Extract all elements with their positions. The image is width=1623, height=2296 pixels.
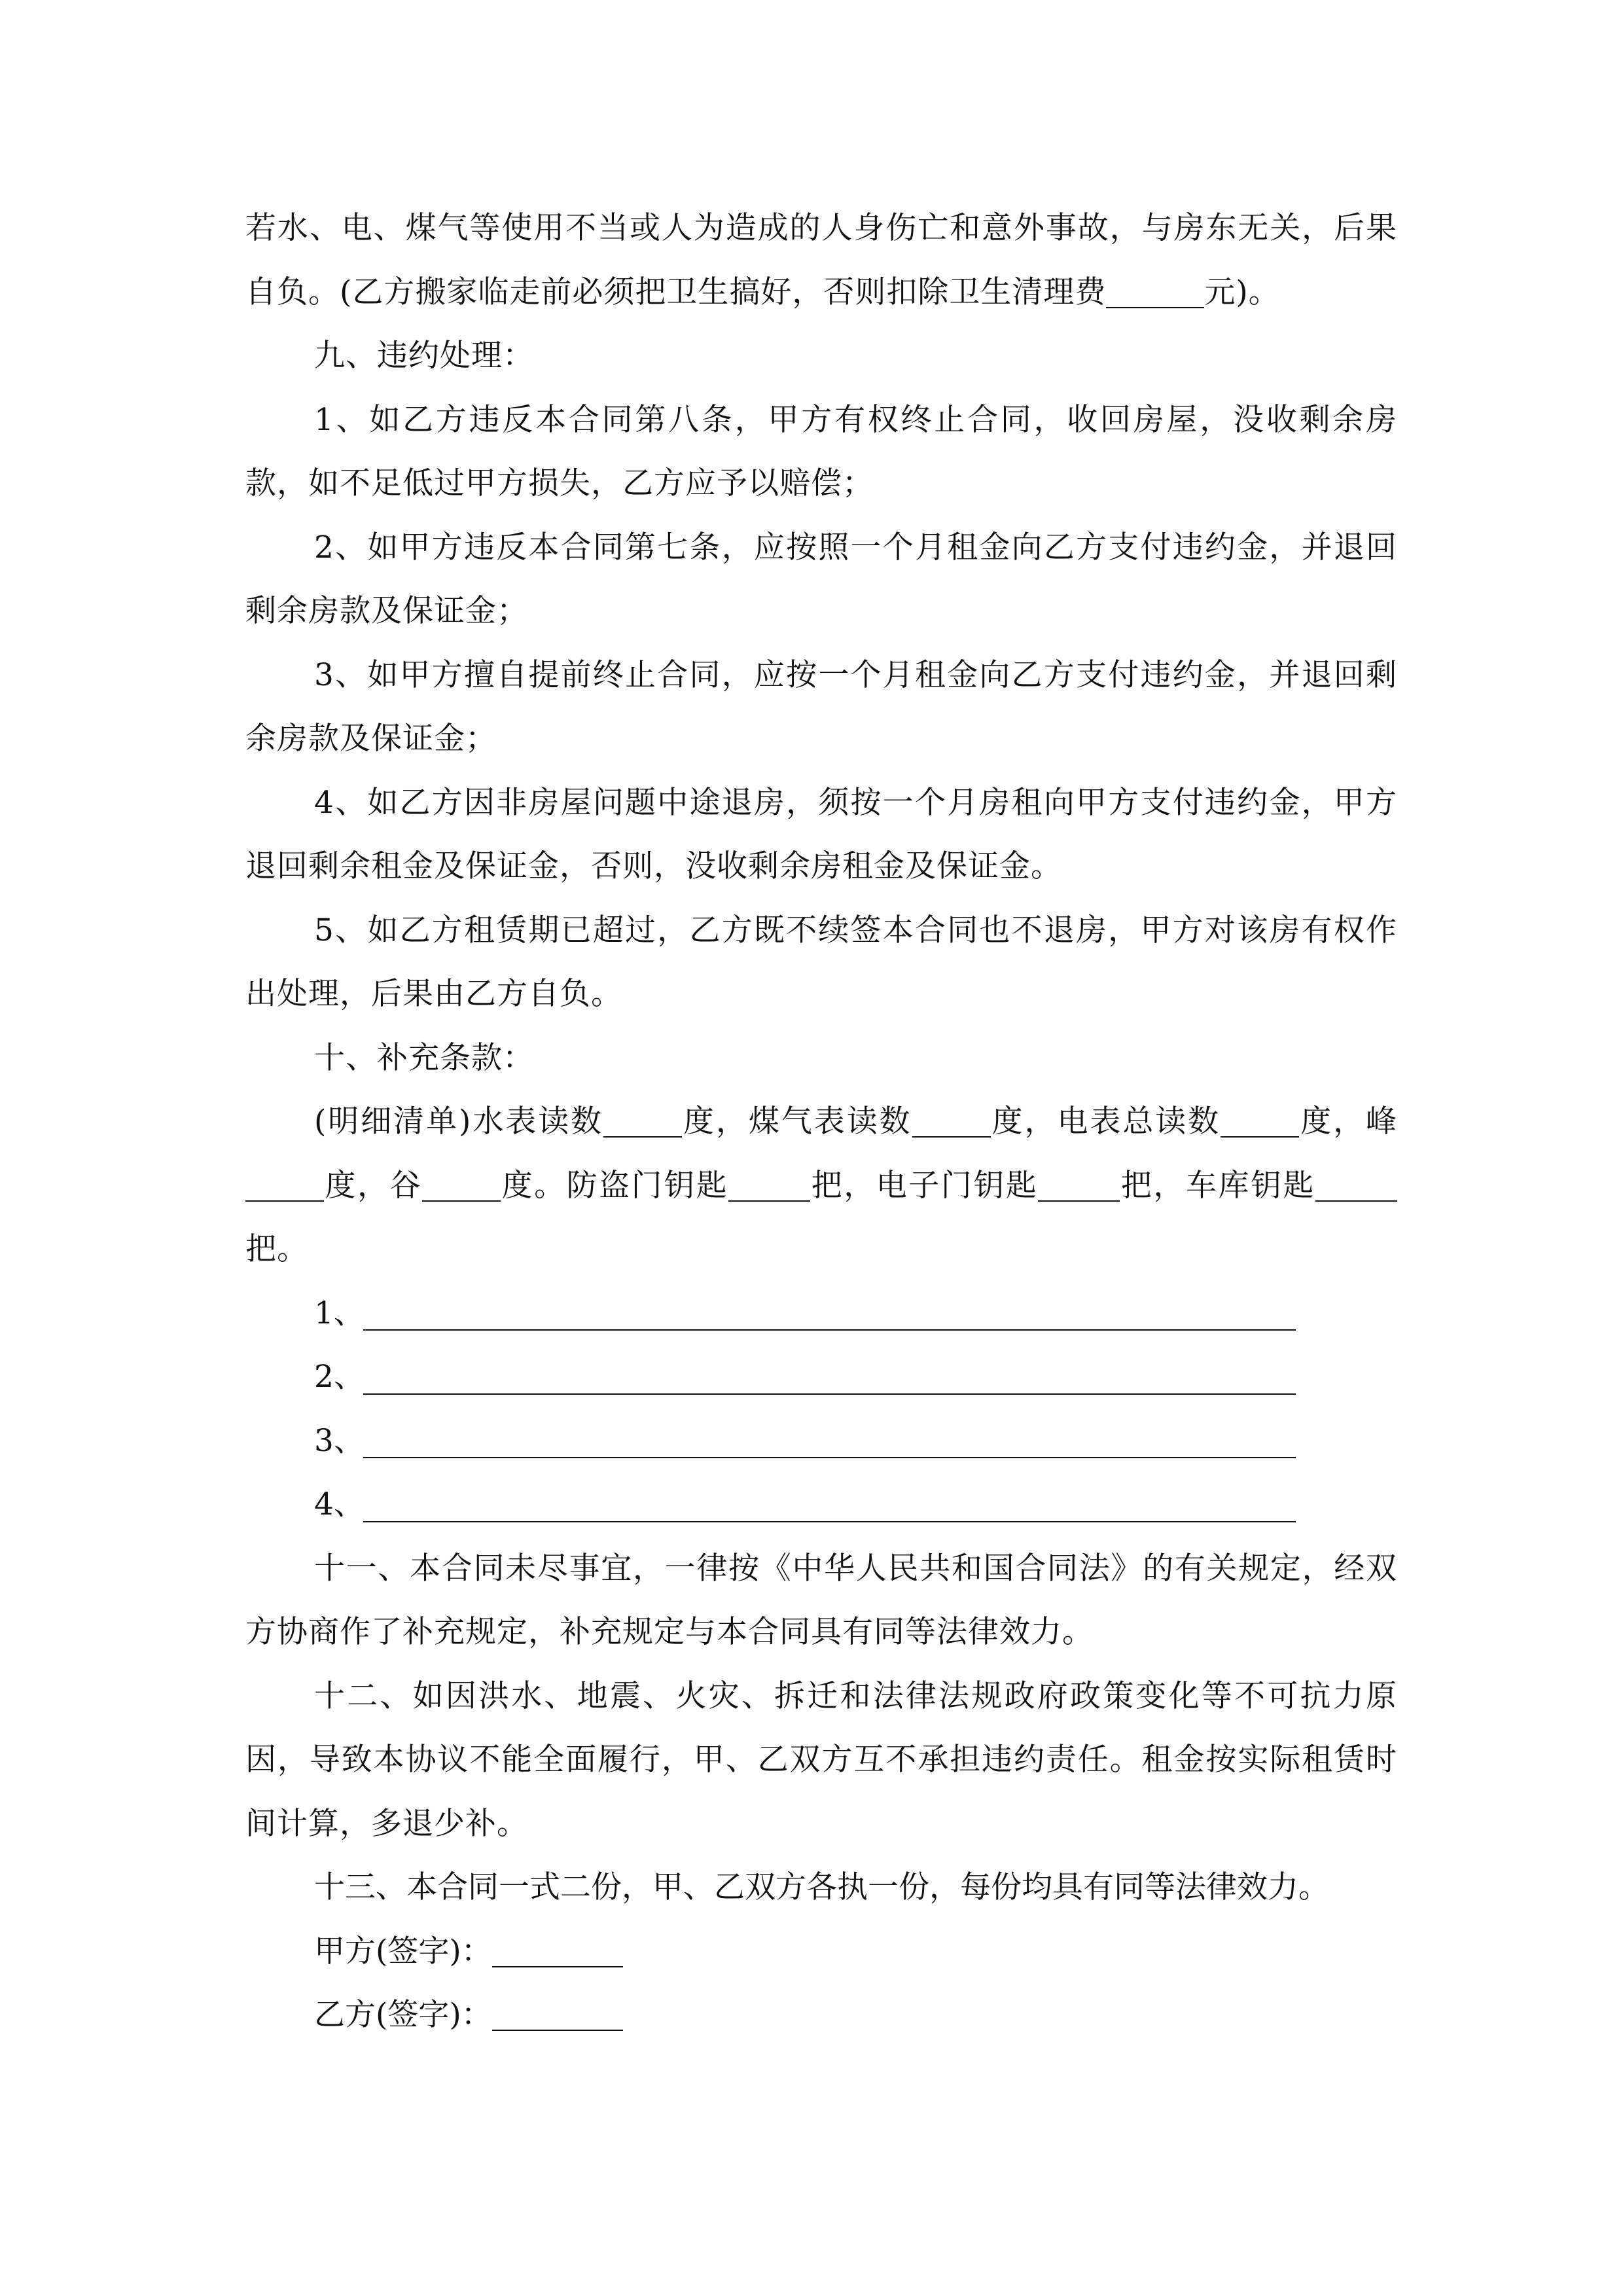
security-door-key-label: 度。防盗门钥匙: [501, 1167, 729, 1204]
party-b-signature-blank[interactable]: [492, 1999, 623, 2031]
supplement-line-label: 3、: [314, 1422, 365, 1459]
section-9-item-5: 5、如乙方租赁期已超过，乙方既不续签本合同也不退房，甲方对该房有权作出处理，后果由乙方自负。: [245, 912, 1397, 1012]
electric-meter-label: 度，电表总读数: [990, 1103, 1221, 1139]
section-9-item-2: 2、如甲方违反本合同第七条，应按照一个月租金向乙方支付违约金，并退回剩余房款及保证金；: [245, 529, 1397, 629]
cleaning-fee-blank[interactable]: [1106, 276, 1204, 308]
water-meter-blank[interactable]: [603, 1105, 682, 1138]
electronic-door-key-label: 把，电子门钥匙: [810, 1167, 1039, 1204]
section-9-title: 九、违约处理：: [314, 338, 534, 374]
garage-key-label: 把，车库钥匙: [1120, 1167, 1316, 1204]
supplement-line-label: 1、: [314, 1295, 365, 1331]
party-a-signature-blank[interactable]: [492, 1935, 623, 1967]
document-body: [245, 196, 1397, 2047]
party-b-label: 乙方(签字)：: [314, 1997, 492, 2033]
cleaning-fee-unit: 元)。: [1204, 274, 1280, 310]
section-9-item-4: 4、如乙方因非房屋问题中途退房，须按一个月房租向甲方支付违约金，甲方退回剩余租金及保证金，否则，没收剩余房租金及保证金。: [245, 784, 1397, 884]
section-10-inventory: [245, 1090, 1397, 1282]
section-12: 十二、如因洪水、地震、火灾、拆迁和法律法规政府政策变化等不可抗力原因，导致本协议不能全面履行，甲、乙双方互不承担违约责任。租金按实际租赁时间计算，多退少补。: [245, 1677, 1397, 1842]
supplement-line-2: [245, 1345, 1397, 1409]
accident-text: 若水、电、煤气等使用不当或人为造成的人身伤亡和意外事故，与房东无关，后果自负。(乙方搬家临走前必须把卫生搞好，否则扣除卫生清理费: [245, 210, 1397, 310]
section-10-title: 十、补充条款：: [314, 1039, 534, 1076]
supplement-line-1: [245, 1282, 1397, 1346]
garage-key-unit: 把。: [245, 1231, 308, 1267]
supplement-line-label: 4、: [314, 1486, 365, 1522]
peak-blank[interactable]: [245, 1170, 324, 1202]
electric-meter-blank[interactable]: [1221, 1105, 1299, 1138]
party-a-label: 甲方(签字)：: [314, 1933, 492, 1969]
gas-meter-label: 度，煤气表读数: [682, 1103, 912, 1139]
supplement-line-blank[interactable]: [363, 1393, 1296, 1395]
supplement-line-blank[interactable]: [363, 1456, 1296, 1458]
supplement-line-4: [245, 1473, 1397, 1537]
garage-key-blank[interactable]: [1315, 1170, 1397, 1202]
supplement-line-blank[interactable]: [363, 1520, 1296, 1522]
peak-label: 度，峰: [1299, 1103, 1398, 1139]
signature-party-b: [245, 1983, 1397, 2047]
security-door-key-blank[interactable]: [728, 1170, 810, 1202]
valley-blank[interactable]: [422, 1170, 501, 1202]
supplement-line-3: [245, 1409, 1397, 1473]
signature-party-a: [245, 1920, 1397, 1984]
section-9-item-3: 3、如甲方擅自提前终止合同，应按一个月租金向乙方支付违约金，并退回剩余房款及保证金；: [245, 656, 1397, 757]
supplement-line-label: 2、: [314, 1359, 365, 1395]
supplement-line-blank[interactable]: [363, 1329, 1296, 1331]
valley-label: 度，谷: [324, 1167, 423, 1204]
section-11: 十一、本合同未尽事宜，一律按《中华人民共和国合同法》的有关规定，经双方协商作了补充规定，补充规定与本合同具有同等法律效力。: [245, 1550, 1397, 1650]
section-13: 十三、本合同一式二份，甲、乙双方各执一份，每份均具有同等法律效力。: [314, 1869, 1329, 1905]
section-9-item-1: 1、如乙方违反本合同第八条，甲方有权终止合同，收回房屋，没收剩余房款，如不足低过甲方损失，乙方应予以赔偿；: [245, 401, 1397, 501]
water-meter-label: (明细清单)水表读数: [314, 1103, 604, 1139]
paragraph-accident-clause: [245, 196, 1397, 324]
electronic-door-key-blank[interactable]: [1038, 1170, 1120, 1202]
gas-meter-blank[interactable]: [912, 1105, 991, 1138]
